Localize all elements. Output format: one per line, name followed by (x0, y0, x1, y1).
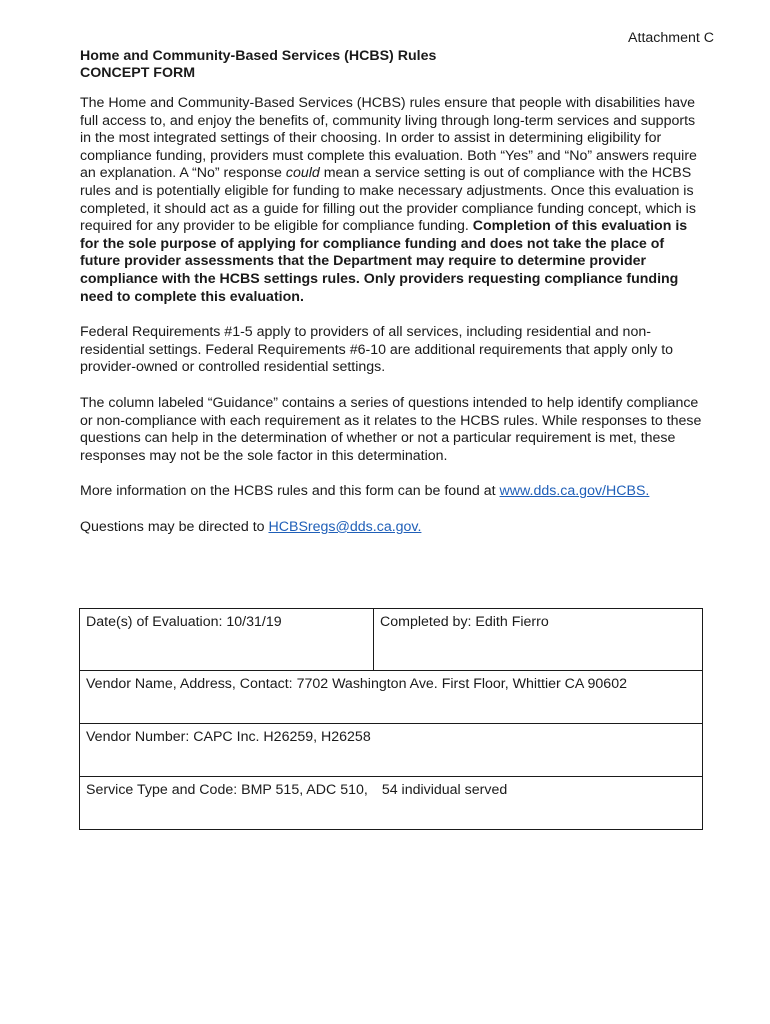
completed-by-label: Completed by: (380, 614, 476, 630)
dates-value: 10/31/19 (226, 614, 282, 630)
service-type-label: Service Type and Code: (86, 782, 242, 798)
completed-by-value: Edith Fierro (475, 614, 549, 630)
questions-paragraph (80, 519, 705, 537)
vendor-cell (80, 671, 703, 724)
more-info-paragraph (80, 483, 705, 501)
title-line-1: Home and Community-Based Services (HCBS) Rules (80, 48, 437, 64)
hcbs-website-link[interactable]: www.dds.ca.gov/HCBS. (499, 483, 650, 500)
individuals-served-value: 54 individual served (381, 782, 508, 798)
intro-bold-text: Completion of this evaluation is for the sole purpose of applying for compliance funding and does not take the place of future provider assessments that the Department may require to determine provider compliance with the HCBS settings rules. Only providers requesting compliance funding need to complete this evaluation. (80, 218, 688, 305)
table-row (80, 724, 703, 777)
intro-paragraph (80, 95, 705, 306)
vendor-value: 7702 Washington Ave. First Floor, Whittier CA 90602 (296, 676, 627, 692)
vendor-label: Vendor Name, Address, Contact: (86, 676, 297, 692)
evaluation-info-table (79, 608, 703, 830)
table-row (80, 777, 703, 830)
dates-cell (80, 609, 374, 671)
service-type-cell (80, 777, 703, 830)
guidance-paragraph: The column labeled “Guidance” contains a series of questions intended to help identify compliance or non-compliance with each requirement as it relates to the HCBS rules. While responses to these questions can help in the determination of whether or not a particular requirement is met, these responses may not be the sole factor in this determination. (80, 394, 702, 464)
intro-text-1: The Home and Community-Based Services (HCBS) rules ensure that people with disabilities have full access to, and enjoy the benefits of, community living through long-term services and supports in the most integrated settings of their choosing. In order to assist in determining eligibility for compliance funding, providers must complete this evaluation. Both “Yes” and “No” answers require an explanation. A “No” response (80, 95, 697, 182)
vendor-number-label: Vendor Number: (86, 729, 194, 745)
service-type-value: BMP 515, ADC 510, (241, 782, 368, 798)
questions-text: Questions may be directed to (80, 518, 269, 535)
vendor-number-value: CAPC Inc. H26259, H26258 (193, 729, 371, 745)
table-row (80, 671, 703, 724)
table-row (80, 609, 703, 671)
intro-text-2: mean a service setting is out of compliance with the HCBS rules and is potentially eligible for funding to make necessary adjustments. Once this evaluation is completed, it should act as a guide for filling out the provider compliance funding concept, which is required for any provider to be eligible for compliance funding. (80, 165, 696, 235)
intro-emphasis: could (285, 165, 320, 182)
attachment-label: Attachment C (628, 30, 714, 46)
dates-label: Date(s) of Evaluation: (86, 614, 227, 630)
hcbs-email-link[interactable]: HCBSregs@dds.ca.gov. (268, 518, 422, 535)
document-body (80, 28, 705, 536)
vendor-number-cell (80, 724, 703, 777)
title-line-2: CONCEPT FORM (80, 65, 196, 81)
page-title (80, 48, 705, 82)
completed-by-cell (374, 609, 703, 671)
federal-requirements-paragraph: Federal Requirements #1-5 apply to providers of all services, including residential and non-residential settings. Federal Requirements #6-10 are additional requirements that apply only to provider-owned or controlled residential settings. (80, 324, 674, 376)
more-info-text: More information on the HCBS rules and this form can be found at (80, 483, 500, 500)
